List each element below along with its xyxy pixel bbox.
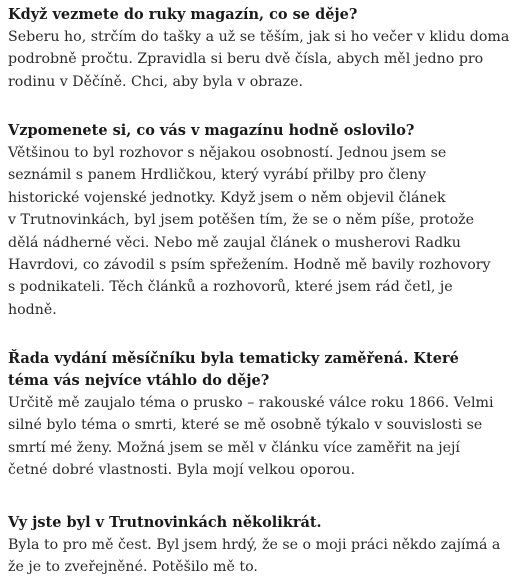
answer-line: podrobně pročtu. Zpravidla si beru dvě čísla, abych měl jedno pro (8, 51, 484, 68)
answer-line: silné bylo téma o smrti, které se mě osobně týkalo v souvislosti se (8, 417, 483, 434)
qa-section (8, 4, 509, 93)
qa-section (8, 120, 491, 321)
question-heading (8, 120, 491, 142)
question-text: Řada vydání měsíčníku byla tematicky zaměřená. Které (8, 350, 459, 367)
answer-paragraph (8, 392, 494, 482)
question-text: Vzpomenete si, co vás v magazínu hodně oslovilo? (8, 122, 415, 139)
question-text: Vy jste byl v Trutnovinkách několikrát. (8, 514, 322, 531)
question-text: téma vás nejvíce vtáhlo do děje? (8, 372, 270, 389)
answer-line: Havrdovi, co závodil s psím spřežením. Hodně mě bavily rozhovory (8, 257, 491, 274)
question-heading (8, 348, 494, 392)
answer-line: v Trutnovinkách, byl jsem potěšen tím, že se o něm píše, protože (8, 212, 475, 229)
question-heading (8, 4, 509, 26)
qa-section (8, 348, 494, 482)
answer-paragraph (8, 142, 491, 321)
answer-line: že je to zveřejněné. Potěšilo mě to. (8, 559, 258, 576)
answer-line: Byla to pro mě čest. Byl jsem hrdý, že se o moji práci někdo zajímá a (8, 537, 501, 553)
answer-line: četné dobré vlastnosti. Byla mojí velkou oporou. (8, 462, 355, 479)
answer-line: Seberu ho, strčím do tašky a už se těším, jak si ho večer v klidu doma (8, 29, 510, 45)
question-heading (8, 512, 500, 534)
answer-line: Většinou to byl rozhovor s nějakou osobností. Jednou jsem se (8, 145, 447, 161)
answer-paragraph (8, 534, 500, 579)
answer-line: historické vojenské jednotky. Když jsem o něm objevil článek (8, 189, 446, 206)
answer-line: hodně. (8, 301, 57, 318)
answer-line: dělá nádherné věci. Nebo mě zaujal článek o musherovi Radku (8, 234, 461, 251)
answer-paragraph (8, 26, 509, 93)
answer-line: smrtí mé ženy. Možná jsem se měl v článku více zaměřit na její (8, 439, 460, 456)
answer-line: Určitě mě zaujalo téma o prusko – rakouské válce roku 1866. Velmi (8, 395, 494, 411)
answer-line: s podnikateli. Těch článků a rozhovorů, které jsem rád četl, je (8, 279, 453, 296)
answer-line: seznámil s panem Hrdličkou, který vyrábí přilby pro členy (8, 167, 427, 184)
question-text: Když vezmete do ruky magazín, co se děje? (8, 6, 358, 23)
qa-section (8, 512, 500, 579)
answer-line: rodinu v Děčíně. Chci, aby byla v obraze. (8, 73, 303, 90)
